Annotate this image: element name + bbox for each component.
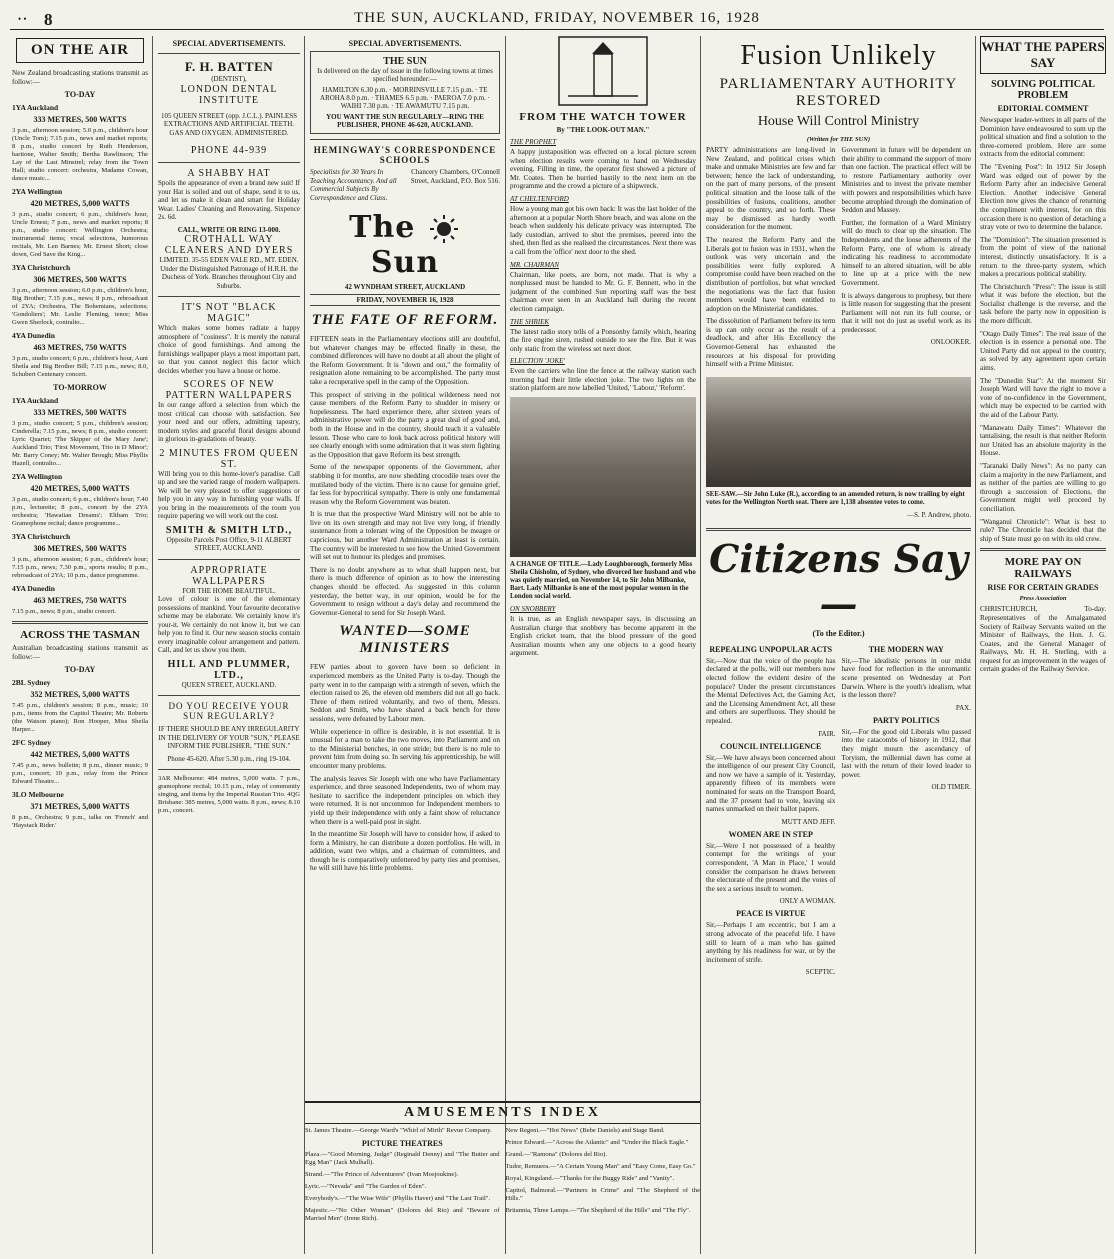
papers-extract: The Christchurch "Press": The issue is still what it was before the election, but the Socialist challenge is the reverse, and the task before the party now in opposition is the more difficult. — [980, 282, 1106, 326]
station-band: 306 METRES, 500 WATTS — [33, 275, 127, 285]
station-name: 3YA Christchurch — [12, 532, 71, 542]
divider — [158, 296, 300, 297]
station-band: 306 METRES, 500 WATTS — [33, 544, 127, 554]
station-name: 2YA Wellington — [12, 187, 63, 197]
press-association: Press Association — [1019, 595, 1067, 603]
letters-right — [842, 641, 972, 980]
railways-body: CHRISTCHURCH, To-day. Representatives of the Amalgamated Society of Railway Servants waited on the Minister of Railways, the Hon. J. G. Coates, and the General Manager of Railways, Mr. H. H. Sterling, with a request for an improvement in the wages of certain grades of the Railway Service. — [980, 605, 1106, 674]
letter-signature: ONLY A WOMAN. — [779, 897, 836, 906]
listing: Tudor, Remuera.—"A Certain Young Man" and "Easy Come, Easy Go." — [505, 1163, 696, 1170]
station-name: 4YA Dunedin — [12, 584, 55, 594]
station-programme: 3 p.m., studio concert; 6 p.m., children's hour, Uncle Ernest; 7 p.m., news and market reports; 8 p.m., studio concert: Wellington Orchestra; instrumental items; vocal selections, humorous recitals, Mr. Len Barnes; Mr. Ernest Short; close down, God Save the King... — [12, 211, 148, 259]
fusion-text-right — [842, 146, 972, 373]
letter-heading: REPEALING UNPOPULAR ACTS — [709, 644, 833, 654]
watch-tower-heading — [510, 36, 696, 123]
item-heading: THE SHRIEK — [510, 317, 550, 326]
article-paragraph: Government in future will be dependent on their ability to command the support of more than one faction. The practical effect will be to restore Parliamentary authority over Ministries and to invest the private member with powers and responsibilities which have become atrophied through the domination of Seddon and Massey. — [841, 146, 971, 215]
editorial-paragraph: It is true that the prospective Ward Ministry will not be able to live on its own strength and may not live very long, if friendly sustenance from a tolerant wing of the Opposition be meagre or capricious, but another Ward Administration at least is certain. The country will be interested to see how the United Government will set out to honour its pledges and promises. — [310, 510, 500, 562]
papers-extract: "Manawatu Daily Times": Whatever the tantalising, the result is that neither Reform nor United has an absolute majority in the House. — [980, 423, 1106, 458]
listing: Strand.—"The Prince of Adventurers" (Ivan Mosjoukine). — [305, 1171, 459, 1178]
letter-heading: THE MODERN WAY — [868, 644, 944, 654]
notice-heading: DO YOU RECEIVE YOUR SUN REGULARLY? — [168, 701, 290, 721]
station-name: 3LO Melbourne — [12, 790, 64, 800]
hemingway-address: Chancery Chambers, O'Connell Street, Auckland, P.O. Box 516. — [410, 168, 500, 185]
ad-body: In our range afford a selection from which the most critical can choose with satisfaction. See your need and our offers, admitting tapestry, modern styles and graceful floral designs abound in glorious in-gradations of beauty. — [158, 401, 300, 443]
station-programme: 7.15 p.m., news; 8 p.m., studio concert. — [12, 608, 117, 616]
fusion-subheadline: PARLIAMENTARY AUTHORITY RESTORED — [719, 76, 958, 109]
divider — [158, 769, 300, 770]
notice-phone: Phone 45-620. After 5.30 p.m., ring 19-104. — [167, 754, 291, 763]
crothall-cleaners-ad — [158, 168, 300, 290]
sun-box-title: THE SUN — [383, 56, 427, 67]
station-programme: 7.45 p.m., children's session; 8 p.m., music; 10 p.m., items from the Capitol Theatre; Mr. Roberts (the Watson piano); Ron Hooper, Miss Sheila Harper... — [12, 702, 148, 734]
sun-emblem-icon — [427, 214, 461, 244]
editorial-paragraph: In the meantime Sir Joseph will have to consider how, if asked to form a Ministry, he can distribute a dozen portfolios. He will, in addition, want two whips, and a chairman of committees, and though he is comparatively unfettered by party ties and promises, he will still have his little problems. — [310, 830, 500, 873]
fusion-article — [706, 146, 971, 373]
article-paragraph: The nearest the Reform Party and the Liberals got to fusion was in 1931, when the outlook was very uncertain and the possibilities were fully explored. A compromise could have been reached on the distribution of portfolios, but what wrecked the negotiations was the fact that fusion members would have been entitled to adoption on the Ministerial candidates. — [706, 235, 836, 313]
tasman-heading: ACROSS THE TASMAN — [20, 629, 140, 642]
paper-date: FRIDAY, NOVEMBER 16, 1928 — [310, 294, 500, 306]
photo-credit: —S. P. Andrew, photo. — [907, 510, 971, 519]
advertiser-sub: (DENTIST), — [211, 75, 247, 83]
fusion-headline: Fusion Unlikely — [740, 40, 937, 71]
letter-body: Sir,—Now that the voice of the people has declared at the polls, will our members now elected follow the evident desire of the populace? Under the present circumstances the Mental Defectives Act, the Gaming Act, and the Licensing Amendment Act, all these and others are superfluous. They should be repealed. — [706, 656, 836, 725]
divider — [158, 162, 300, 163]
station-programme: 3 p.m., afternoon session; 6 p.m., children's hour; 7.15 p.m., news; 7.30 p.m., sports results; 8 p.m., rebroadcast of 2YA; 10 p.m., dance programme. — [12, 556, 148, 580]
station-name: 2YA Wellington — [12, 472, 63, 482]
item-body: Even the carriers who line the fence at the railway station each morning had their little election joke. The two lights on the station platform are now labelled 'United,' 'Labour,' 'Reform'. — [510, 367, 696, 393]
ad-phone: CALL, WRITE OR RING 13-000. — [177, 225, 281, 234]
ad-body: Spoils the appearance of even a brand new suit! If your Hat is soiled and out of shape, send it to us, and let us make it clean and smart for Holiday Wear. Ladies' Cleaning and Renovating. Sixpence 2s. 6d. — [158, 179, 300, 221]
letter-body: Sir,—For the good old Liberals who passed into the catacombs of history in 1912, that they might mourn the ascendancy of Toryism, the millennial dawn has come at last with the return of their loved leader to power. — [841, 727, 971, 779]
station-band: 352 METRES, 5,000 WATTS — [30, 690, 130, 700]
amusements-left — [305, 1127, 500, 1227]
papers-deck: EDITORIAL COMMENT — [997, 104, 1089, 113]
letter-signature: SCEPTIC. — [805, 968, 836, 977]
author-signature: ONLOOKER. — [930, 338, 971, 347]
ad-body: Love of colour is one of the elementary possessions of mankind. Your favourite decorative scheme may be elaborate. We certainly know it's your-it. We certainly do not know it, but we can help you to find it. Our new season stocks contain every imaginable colour arrangement and pattern. Call, and let us show you them. — [158, 595, 300, 654]
listing: Everybody's.—"The Wise Wife" (Phyllis Haver) and "The Last Trail". — [305, 1195, 491, 1202]
advertiser-name: F. H. BATTEN — [184, 59, 274, 74]
ad-heading: IT'S NOT "BLACK MAGIC" — [181, 302, 277, 324]
ad-subheading: FOR THE HOME BEAUTIFUL. — [182, 586, 276, 595]
amusements-heading: AMUSEMENTS INDEX — [305, 1101, 700, 1124]
railways-headline: MORE PAY ON RAILWAYS — [1004, 556, 1082, 581]
listing: Royal, Kingsland.—"Thanks for the Buggy Ride" and "Vanity". — [505, 1175, 675, 1182]
amusements-index — [305, 1101, 700, 1251]
listing: Plaza.—"Good Morning, Judge" (Reginald Denny) and "The Butter and Egg Man" (Jack Mulhall). — [305, 1151, 500, 1166]
papers-subheading: SOLVING POLITICAL PROBLEM — [991, 79, 1095, 101]
article-paragraph: It is always dangerous to prophesy, but there is little reason for suggesting that the present Parliament will not run its full course, or that it will not do just as useful work as its predecessor. — [841, 291, 971, 334]
papers-intro: Newspaper leader-writers in all parts of the Dominion have endeavoured to sum up the political situation and find a solution to the three-cornered problem. Here are some extracts from the editorial comment: — [980, 116, 1106, 159]
tomorrow-label: TO-MORROW — [53, 383, 107, 393]
page-number: 8 — [44, 10, 53, 29]
second-editorial-body — [310, 663, 500, 873]
editorial-headline: THE FATE OF REFORM. — [311, 312, 499, 328]
station-band: 371 METRES, 5,000 WATTS — [30, 802, 130, 812]
amusements-listings — [305, 1127, 700, 1227]
column-rule — [975, 36, 976, 1254]
advertiser-address: QUEEN STREET, AUCKLAND. — [181, 680, 277, 689]
letter-signature: PAX. — [955, 703, 971, 712]
ad-body: Which makes some homes radiate a happy atmosphere of "cosiness". It is merely the natural choice of good furnishings. And among the furnishings wallpaper plays a most important part, so that you cannot neglect this factor which decides whether you have a house or home. — [158, 324, 300, 375]
sir-john-luke-photo — [706, 377, 971, 487]
station-band: 333 METRES, 500 WATTS — [33, 408, 127, 418]
item-body: It is true, as an English newspaper says, in discussing an Australian charge that snobbery has become apparent in the English cricket team, that the blood pressure of the good Australian mounts when any one objects to a good hearty argument. — [510, 615, 696, 658]
item-heading: ON SNOBBERY — [510, 605, 556, 614]
listing: Majestic.—"No Other Woman" (Dolores del Rio) and "Beware of Married Men" (Irene Rich). — [305, 1207, 500, 1222]
item-body: How a young man got his own back: It was the last holder of the afternoon at a popular North Shore beach, and was alone on the beach when suddenly his delicate privacy was interrupted. The lady custodian, arrived to shut the premises, peered into the shed, then fled as she realised the circumstances. Next there was a call from the 'office' next door to the shed. — [510, 204, 696, 256]
logo-word-the: The — [349, 210, 416, 245]
advertiser-phone: PHONE 44-939 — [190, 145, 268, 156]
sun-box-footer: YOU WANT THE SUN REGULARLY—RING THE PUBLISHER, PHONE 46-620, AUCKLAND. — [326, 113, 484, 129]
station-programme: 7.45 p.m., news bulletin; 8 p.m., dinner music; 9 p.m., concert; 10 p.m., relay from the Prince Edward Theatre... — [12, 762, 148, 786]
hemingway-specialties: Specialists for 30 Years In Teaching Accountancy. And all Commercial Subjects By Correspondence and Class. — [310, 168, 397, 202]
page-corner-marks: • • — [18, 14, 27, 24]
divider — [12, 621, 148, 624]
picture-theatres-heading: PICTURE THEATRES — [361, 1139, 443, 1148]
station-programme: 3 p.m., studio concert; 5 p.m., children's session; Cinderella; 7.15 p.m., news; 8 p.m., studio concert: Lyric Quartet; 'The Skipper of the Mary Jane'; Auckland Trio; 'First Movement, Trio in D Minor'; Mr. Barry Coney; Mr. Walter Brough; Miss Phyllis Hazell, contralto... — [12, 420, 148, 468]
letters-left — [706, 641, 836, 980]
masthead — [10, 8, 1104, 30]
advertiser-address: 105 QUEEN STREET (opp. J.C.L.). PAINLESS EXTRACTIONS AND ARTIFICIAL TEETH. GAS AND OXYGEN. ADMINISTERED. — [160, 111, 298, 137]
station-name: 2FC Sydney — [12, 738, 51, 748]
listing: Britannia, Three Lamps.—"The Shepherd of the Hills" and "The Fly". — [505, 1207, 691, 1214]
paper-address: 42 WYNDHAM STREET, AUCKLAND — [344, 283, 466, 291]
hill-plummer-ad — [158, 565, 300, 690]
byline: By "THE LOOK-OUT MAN." — [556, 126, 650, 134]
ad-heading: APPROPRIATE WALLPAPERS — [190, 564, 268, 587]
item-body: A happy juxtaposition was effected on a local picture screen when election results were coming to hand on Wednesday evening. Filling in time, the operator first showed a picture of Mr. Coates. Then he hurried hastily to the next item on the programme and the crowd a picture of a shipwreck. — [510, 148, 696, 191]
hemingway-details — [310, 168, 500, 202]
sun-delivery-box — [310, 51, 500, 134]
editorial-paragraph: This prospect of striving in the political wilderness need not cause members of the Reform Party to shudder in misery or hopelessness. The hard experience there, after sixteen years of administrative power will do the party a great deal of good and, both in the House and in the country, should teach it a valuable lesson. Those who care to look back across political history will see clearly enough with some admiration that it was stern fighting as the Opposition that gave Reform its best strength. — [310, 390, 500, 459]
today-label: TO-DAY — [64, 90, 96, 100]
advertisements-column — [158, 36, 300, 1254]
listing: New Regent.—"Hot News" (Bebe Daniels) and Stage Band. — [505, 1127, 665, 1134]
editorial-paragraph: There is no doubt anywhere as to what shall happen next, but there is much difference of opinion as to how the interesting changes should be effected. As suggested in this column yesterday, the better way, in our opinion, would be for the Government to resign without a day's delay and recommend the Governor-General to send for Sir Joseph Ward. — [310, 565, 500, 617]
item-heading: ELECTION 'JOKE' — [510, 357, 565, 366]
listing: Prince Edward.—"Across the Atlantic" and "Under the Black Eagle." — [505, 1139, 689, 1146]
to-editor: (To the Editor.) — [812, 628, 865, 638]
station-name: 2BL Sydney — [12, 678, 51, 688]
tomorrow-stations — [12, 396, 148, 616]
advertiser-institute: LONDON DENTAL INSTITUTE — [180, 83, 278, 106]
station-programme: 3 p.m., afternoon session; 5.0 p.m., children's hour (Uncle Tom); 7.15 p.m., news and market reports; 8 p.m., studio concert by Ruth Henderson, baritone, Walter Smith; Bertha Rawlinson; The Lay of the Last Minstrel; relay from the Town Hall; studio concert: orchestra, Madame Cowan, dance music... — [12, 127, 148, 183]
watch-tower-column — [510, 36, 696, 1096]
papers-say-column — [980, 36, 1106, 1254]
item-heading: THE PROPHET — [510, 138, 557, 146]
fusion-deck: House Will Control Ministry — [757, 114, 920, 129]
station-programme: 3 p.m., studio concert; 6 p.m., children's hour, Aunt Sheila and Big Brother Bill; 7.15 p.m., news; 8.0, Schubert Centenary concert. — [12, 355, 148, 379]
editorial-paragraph: While experience in office is desirable, it is not essential. It is unusual for a man to take the two moves, into Parliament and on to the Ministerial benches, in one stride; but there is no rule to prevent him from doing so. In serving his apprenticeship, he will encounter many problems. — [310, 727, 500, 770]
papers-extract: "Wanganui Chronicle": What is best to rule? The Chronicle has decided that the ship of State must go on with its old crew. — [980, 517, 1106, 543]
station-band: 420 METRES, 5,000 WATTS — [30, 199, 130, 209]
station-programme: 8 p.m., Orchestra; 9 p.m., talks on 'French' and 'Haystack Rider.' — [12, 814, 148, 830]
column-rule — [700, 36, 701, 1254]
tasman-intro: Australian broadcasting stations transmit as follow:— — [12, 644, 148, 661]
letters-section — [706, 641, 971, 980]
seesaw-photo-block — [706, 373, 971, 523]
logo-word-sun: Sun — [370, 245, 440, 280]
station-band: 420 METRES, 5,000 WATTS — [30, 484, 130, 494]
ad-heading: SCORES OF NEW PATTERN WALLPAPERS — [165, 379, 293, 401]
editorial-body — [310, 335, 500, 617]
letter-body: Sir,—We have always been concerned about the intelligence of our present City Council, and now we have a sample of it. Yesterday, apparently fifteen of its members were nominated for seats on the Transport Board, and the 37 present had to vote, leaving six names unmarked on their ballot papers. — [706, 753, 836, 814]
news-column — [706, 36, 971, 1254]
sun-box-text: Is delivered on the day of issue in the following towns at times specified hereunder:— — [317, 67, 493, 83]
notice-body: IF THERE SHOULD BE ANY IRREGULARITY IN THE DELIVERY OF YOUR "SUN," PLEASE INFORM THE PUBLISHER, "THE SUN." — [158, 725, 300, 750]
what-papers-say-heading: WHAT THE PAPERS SAY — [980, 36, 1106, 74]
papers-extract: The "Dominion": The situation presented is from the point of view of the national interest, distinctly unsatisfactory. It is a return to the three-party system, which makes a precarious political stability. — [980, 235, 1106, 279]
letter-body: Sir,—Were I not possessed of a healthy contempt for the writings of your correspondent, 'A Man in Place,' I would consider the comparison he draws between the electorate of the present and the votes of the sex a serious insult to women. — [706, 841, 836, 893]
photo-caption: SEE-SAW.—Sir John Luke (R.), according to an amended return, is now trailing by eight votes for the Wellington North seat. There are 1,138 absentee votes to come. — [706, 490, 965, 506]
lady-milbanke-photo — [510, 397, 696, 557]
station-name: 3YA Christchurch — [12, 263, 71, 273]
ad-heading: 2 MINUTES FROM QUEEN ST. — [159, 447, 299, 470]
sun-delivery-notice — [158, 701, 300, 763]
station-band: 442 METRES, 5,000 WATTS — [30, 750, 130, 760]
station-band: 463 METRES, 750 WATTS — [33, 343, 127, 353]
photo-caption: A CHANGE OF TITLE.—Lady Loughborough, formerly Miss Sheila Chisholm, of Sydney, who divorced her husband and who was quietly married, on November 14, to Sir John Milbanke, Bart. Lady Milbanke is one of the most popular women in the London social world. — [510, 561, 696, 601]
papers-extract: "Taranaki Daily News": As no party can claim a majority in the new Parliament, and as neither of the parties are willing to go through a succession of Elections, the Government might well proceed by conciliation. — [980, 461, 1106, 513]
papers-extract: "Otago Daily Times": The real issue of the election is in essence a personal one. The United Party did not appeal to the country, as solved by any agreement upon certain aims. — [980, 329, 1106, 373]
sun-box-towns: HAMILTON 6.30 p.m. · MORRINSVILLE 7.15 p.m. · TE AROHA 8.0 p.m. · THAMES 6.5 p.m. · PAEROA 7.0 p.m. · WAIHI 7.30 p.m. · TE AWAMUTU 7.15 p.m. — [320, 86, 490, 110]
advertiser-name: CROTHALL WAY CLEANERS AND DYERS — [164, 234, 294, 256]
citizens-say-headline: Citizens Say— — [709, 535, 968, 626]
listing: Capitol, Balmoral.—"Partners in Crime" and "The Shepherd of the Hills." — [505, 1187, 700, 1202]
second-editorial-headline: WANTED—SOME MINISTERS — [339, 623, 471, 657]
station-band: 333 METRES, 500 WATTS — [33, 115, 127, 125]
station-name: 1YA Auckland — [12, 396, 59, 406]
divider — [158, 695, 300, 696]
on-the-air-column — [12, 36, 148, 1254]
column-rule — [505, 36, 506, 1254]
item-heading: MR. CHAIRMAN — [510, 260, 559, 269]
divider — [980, 548, 1106, 551]
today-stations — [12, 103, 148, 379]
hemingway-ad — [310, 145, 500, 202]
station-programme: 3 p.m., studio concert; 6 p.m., children's hour; 7.40 p.m., lecturette; 8 p.m., concert by the 2YA orchestra; 'Hawaiian Dreams'; Eltham Trio; Gramophone recital; dance programme... — [12, 496, 148, 528]
divider — [310, 139, 500, 140]
divider — [706, 528, 971, 531]
column-rule — [152, 36, 153, 1254]
station-band: 463 METRES, 750 WATTS — [33, 596, 127, 606]
the-sun-logo — [310, 210, 500, 280]
broadcast-intro: New Zealand broadcasting stations transmit as follow:— — [12, 69, 148, 86]
item-body: The latest radio story tells of a Ponsonby family which, hearing the fire engine siren, rushed outside to see the fire. But it was only static from the wireless set next door. — [510, 327, 696, 353]
fusion-text-left — [706, 146, 836, 373]
radio-continued: 3AR Melbourne: 484 metres, 5,000 watts. 7 p.m., gramophone recital; 10.15 p.m., relay of community singing, and items by the Imperial Russian Trio. 4QG Brisbane: 385 metres, 5,000 watts. 8 p.m., news; 8.10 p.m., concert. — [158, 775, 300, 814]
editorial-column — [310, 36, 500, 1096]
listing: Lyric.—"Nevada" and "The Garden of Eden". — [305, 1183, 427, 1190]
item-heading: AT CHELTENFORD — [510, 194, 569, 203]
item-body: Chairman, like poets, are born, not made. That is why a nonplussed must be handed to Mr. G. F. Bennett, who in the judgment of the combined Sun reporting staff was the best chairman ever seen in an Auckland hall during the recent election campaign. — [510, 270, 696, 313]
editorial-paragraph: FIFTEEN seats in the Parliamentary elections still are doubtful, but whatever changes may be effected finally in these, the combined differences will have no doubt at all about the plight of the Reform Government. It is "down and out," the formality of resignation alone remaining to be accomplished. The party must take a recuperative spell in the camp of the Opposition. — [310, 335, 500, 386]
letter-signature: OLD TIMER. — [931, 783, 971, 792]
letter-signature: MUTT AND JEFF. — [781, 817, 836, 826]
listing: St. James Theatre.—George Ward's "Whirl of Mirth" Revue Company. — [305, 1127, 492, 1134]
watch-tower-title: FROM THE WATCH TOWER — [519, 111, 687, 123]
column-rule — [304, 36, 305, 1254]
letter-heading: PARTY POLITICS — [872, 715, 940, 725]
amusements-right — [506, 1127, 701, 1227]
letter-body: Sir,—The idealistic persons in our midst have food for reflection in the unromantic scene presented on Wednesday at Port Darwin. Where is the youth's idealism, what is the lesson there? — [841, 656, 971, 700]
advertiser-name: HEMINGWAY'S CORRESPONDENCE SCHOOLS — [313, 145, 497, 165]
letter-body: Sir,—Perhaps I am eccentric, but I am a strong advocate of the peaceful life. I have still to learn of a man who has gained anything by his readiness for war, or by the incitement of strife. — [706, 921, 836, 964]
railways-subheadline: RISE FOR CERTAIN GRADES — [987, 583, 1099, 593]
advertiser-name: SMITH & SMITH LTD., — [165, 524, 293, 536]
letter-heading: PEACE IS VIRTUE — [736, 909, 806, 919]
ad-heading: A SHABBY HAT — [187, 168, 271, 179]
special-ads-label: SPECIAL ADVERTISEMENTS. — [348, 39, 462, 48]
letter-heading: COUNCIL INTELLIGENCE — [720, 741, 822, 751]
watch-tower-icon — [558, 36, 648, 106]
seesaw-block — [706, 373, 971, 523]
tasman-today: TO-DAY — [64, 665, 96, 675]
station-name: 4YA Dunedin — [12, 331, 55, 341]
divider — [158, 559, 300, 560]
divider — [158, 53, 300, 54]
special-ads-label: SPECIAL ADVERTISEMENTS. — [172, 39, 286, 48]
advertiser-address: Opposite Parcels Post Office, 9-11 ALBERT STREET, AUCKLAND. — [166, 535, 292, 552]
papers-extract: The "Dunedin Star": At the moment Sir Joseph Ward will have the right to move a vote of no-confidence in the Government, which may be expected to be carried with the aid of the Labour Party. — [980, 376, 1106, 419]
editorial-paragraph: Some of the newspaper opponents of the Government, after stabbing it for months, are now shedding crocodile tears over the mutilated body of the victim. There is no cause for genuine grief, far less for hypocritical sympathy. There is only one fundamental reason why the Reform Government was beaten. — [310, 463, 500, 506]
written-for: (Written for THE SUN) — [806, 136, 871, 143]
editorial-paragraph: The analysis leaves Sir Joseph with one who have Parliamentary experience, and three seasoned Independents, two of whom may hesitate to sacrifice the independent principles on which they were returned. It is not uncommon for Independent members to yield up their independence with only a faint show of reluctance when there is a well-paid post in sight. — [310, 774, 500, 826]
papers-extract: The "Evening Post": In 1912 Sir Joseph Ward was edged out of power by the Reform Party after an indecisive General Election. Another indecisive General Election now gives the chance of returning the compliment with interest, for on this occasion there is no question of detaching a stray vote or two to determine the balance. — [980, 162, 1106, 232]
letter-signature: FAIR. — [818, 729, 836, 738]
editorial-paragraph: FEW parties about to govern have been so deficient in experienced members as the United Party is to-day. Though the party went in to the campaign with a strength of seven, which the election raised to 26, the eleven old members did not all go back. Three of them retired voluntarily, and two of them, Messrs. Seddon and Smith, who have shared a back bench for three sessions, were defeated by Labour men. — [310, 663, 500, 723]
batten-dentist-ad — [158, 59, 300, 156]
on-the-air-heading: ON THE AIR — [16, 38, 144, 63]
station-programme: 3 p.m., afternoon session; 6.0 p.m., children's hour, Big Brother; 7.15 p.m., news; 8 p.m., rebroadcast of 2YA; Orchestra, The Bohemians, selections; 'Gondoliers'; Mr. Leslie Fleming, tenor; Miss Gwen Sherlock, contralto... — [12, 287, 148, 327]
masthead-title: THE SUN, AUCKLAND, FRIDAY, NOVEMBER 16, 1928 — [354, 10, 760, 26]
ad-body: Will bring you to this home-lover's paradise. Call up and see the varied range of modern wallpapers. We will be very pleased to offer suggestions or help you in any way in furnishing your walls. If you bring in the measurements of the room you require papering we will work out the cost. — [158, 469, 300, 520]
listing: Grand.—"Ramona" (Dolores del Rio). — [505, 1151, 608, 1158]
smith-wallpaper-ad — [158, 302, 300, 553]
advertiser-name: HILL AND PLUMMER, LTD., — [167, 658, 291, 681]
article-paragraph: The dissolution of Parliament before its term is up can only occur as the result of a deadlock, and after His Excellency the Governor-General has exhausted the resources at his disposal for providing himself with a Prime Minister. — [706, 317, 836, 369]
advertiser-address: LIMITED. 35-55 EDEN VALE RD., MT. EDEN. Under the Distinguished Patronage of H.R.H. the Duchess of York. Branches throughout City and Suburbs. — [159, 256, 299, 290]
article-paragraph: PARTY administrations are long-lived in New Zealand, and political crises which make and unmake Ministries are few and far between; hence the lack of understanding, on the part of many persons, of the present political situation and the loose talk of the possibilities of fusions, coalitions, another appeal to the country, and so forth. These may be dismissed as hardly worth consideration for the moment. — [706, 146, 836, 232]
article-paragraph: Further, the formation of a Ward Ministry will do much to clear up the situation. The Independents and the loose adherents of the Reform Party, one of whom is already indicating his readiness to accommodate himself to an altered situation, will be able to line up at a price with the new Government. — [841, 218, 971, 287]
letter-heading: WOMEN ARE IN STEP — [728, 829, 813, 839]
station-name: 1YA Auckland — [12, 103, 59, 113]
